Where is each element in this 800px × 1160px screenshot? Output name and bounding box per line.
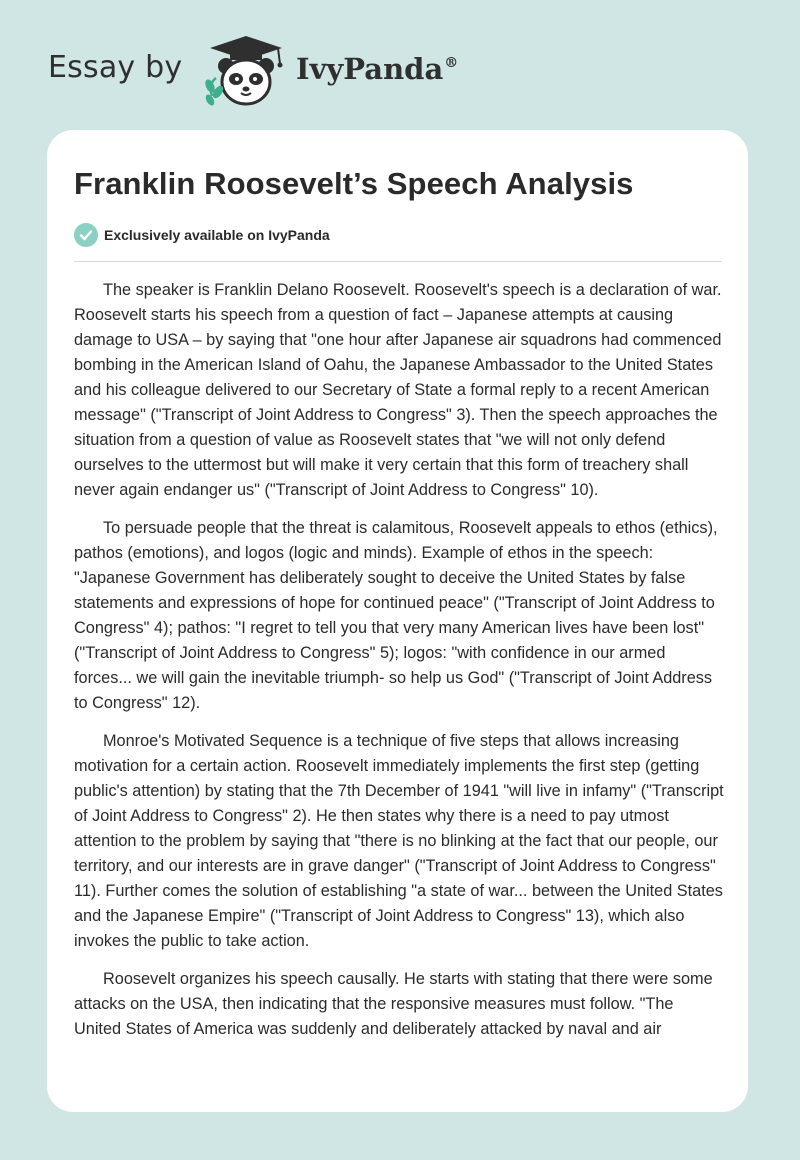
brand-name[interactable]: [296, 52, 458, 86]
exclusive-badge-text: Exclusively available on IvyPanda: [104, 227, 330, 243]
paragraph: Roosevelt organizes his speech causally. He starts with stating that there were some attacks on the USA, then indicating that the responsive measures must follow. "The United States of America was suddenly and deliberately attacked by naval and air: [74, 970, 713, 1038]
divider: [74, 261, 722, 262]
article-card: [47, 130, 748, 1112]
check-circle-icon: [74, 223, 98, 247]
exclusive-badge: [74, 223, 330, 247]
paragraph: To persuade people that the threat is calamitous, Roosevelt appeals to ethos (ethics), pathos (emotions), and logos (logic and minds). Example of ethos in the speech: "Japanese Government has deliberately sought to deceive the United States by false statements and expressions of hope for continued peace" ("Transcript of Joint Address to Congress" 4); pathos: "I regret to tell you that very many American lives have been lost" ("Transcript of Joint Address to Congress" 5); logos: "with confidence in our armed forces... we will gain the inevitable triumph- so help us God" ("Transcript of Joint Address to Congress" 12).: [74, 519, 718, 712]
paragraph: Monroe's Motivated Sequence is a technique of five steps that allows increasing motivation for a certain action. Roosevelt immediately implements the first step (getting public's attention) by stating that the 7th December of 1941 "will live in infamy" ("Transcript of Joint Address to Congress" 2). He then states why there is a need to pay utmost attention to the problem by saying that "there is no blinking at the fact that our people, our territory, and our interests are in grave danger" ("Transcript of Joint Address to Congress" 11). Further comes the solution of establishing "a state of war... between the United States and the Japanese Empire" ("Transcript of Joint Address to Congress" 13), which also invokes the public to take action.: [74, 732, 724, 950]
registered-mark: ®: [444, 55, 459, 71]
panda-graduate-logo-icon[interactable]: [200, 34, 290, 110]
brand-name-text: IvyPanda: [296, 52, 444, 86]
article-body: [74, 278, 724, 1055]
essay-by-label: Essay by: [48, 50, 183, 85]
site-header: [0, 0, 800, 125]
page-title: Franklin Roosevelt’s Speech Analysis: [74, 166, 634, 201]
paragraph: The speaker is Franklin Delano Roosevelt. Roosevelt's speech is a declaration of war. Roosevelt starts his speech from a question of fact – Japanese attempts at causing damage to USA – by saying that "one hour after Japanese air squadrons had commenced bombing in the American Island of Oahu, the Japanese Ambassador to the United States and his colleague delivered to our Secretary of State a formal reply to a recent American message" ("Transcript of Joint Address to Congress" 3). Then the speech approaches the situation from a question of value as Roosevelt states that "we will not only defend ourselves to the uttermost but will make it very certain that this form of treachery shall never again endanger us" ("Transcript of Joint Address to Congress" 10).: [74, 281, 722, 499]
